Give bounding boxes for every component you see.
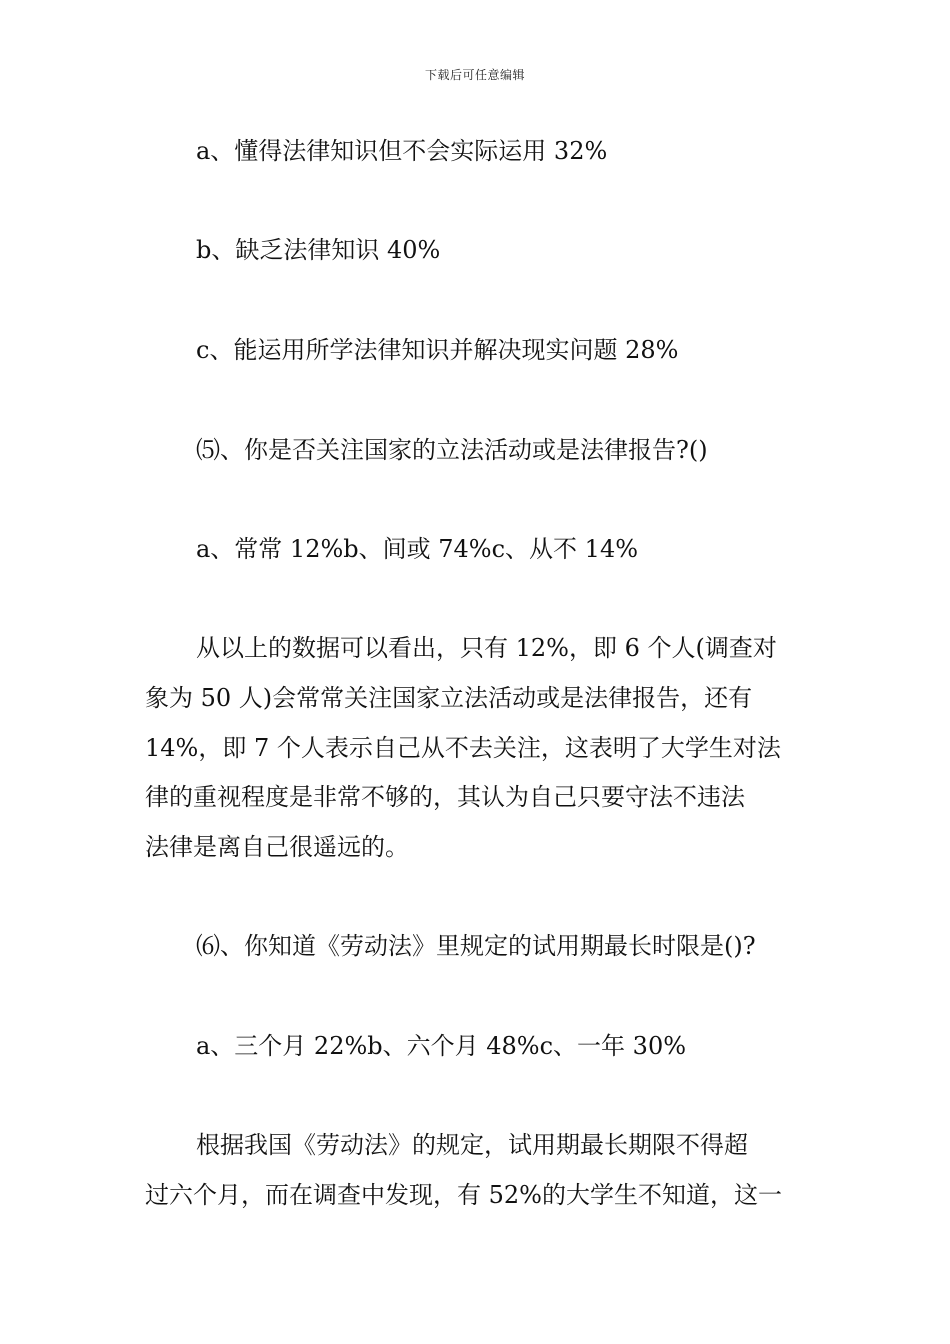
analysis1-line-3: 14%，即 7 个人表示自己从不去关注，这表明了大学生对法 bbox=[145, 734, 781, 762]
analysis2-line-1: 根据我国《劳动法》的规定，试用期最长期限不得超 bbox=[196, 1131, 748, 1159]
analysis1-line-2: 象为 50 人)会常常关注国家立法活动或是法律报告，还有 bbox=[145, 684, 753, 712]
analysis1-line-5: 法律是离自己很遥远的。 bbox=[145, 833, 409, 861]
header-note: 下载后可任意编辑 bbox=[424, 68, 525, 82]
q6-question: ⑹、你知道《劳动法》里规定的试用期最长时限是()? bbox=[196, 932, 756, 960]
analysis1-line-4: 律的重视程度是非常不够的，其认为自己只要守法不违法 bbox=[145, 783, 745, 811]
analysis2-line-2: 过六个月，而在调查中发现，有 52%的大学生不知道，这一 bbox=[145, 1181, 782, 1209]
q4-option-c: c、能运用所学法律知识并解决现实问题 28% bbox=[196, 336, 679, 364]
analysis1-line-1: 从以上的数据可以看出，只有 12%，即 6 个人(调查对 bbox=[196, 634, 777, 662]
q6-options: a、三个月 22%b、六个月 48%c、一年 30% bbox=[196, 1032, 687, 1060]
q4-option-a: a、懂得法律知识但不会实际运用 32% bbox=[196, 137, 608, 165]
q5-options: a、常常 12%b、间或 74%c、从不 14% bbox=[196, 535, 639, 563]
q5-question: ⑸、你是否关注国家的立法活动或是法律报告?() bbox=[196, 436, 708, 464]
q4-option-b: b、缺乏法律知识 40% bbox=[196, 236, 441, 264]
